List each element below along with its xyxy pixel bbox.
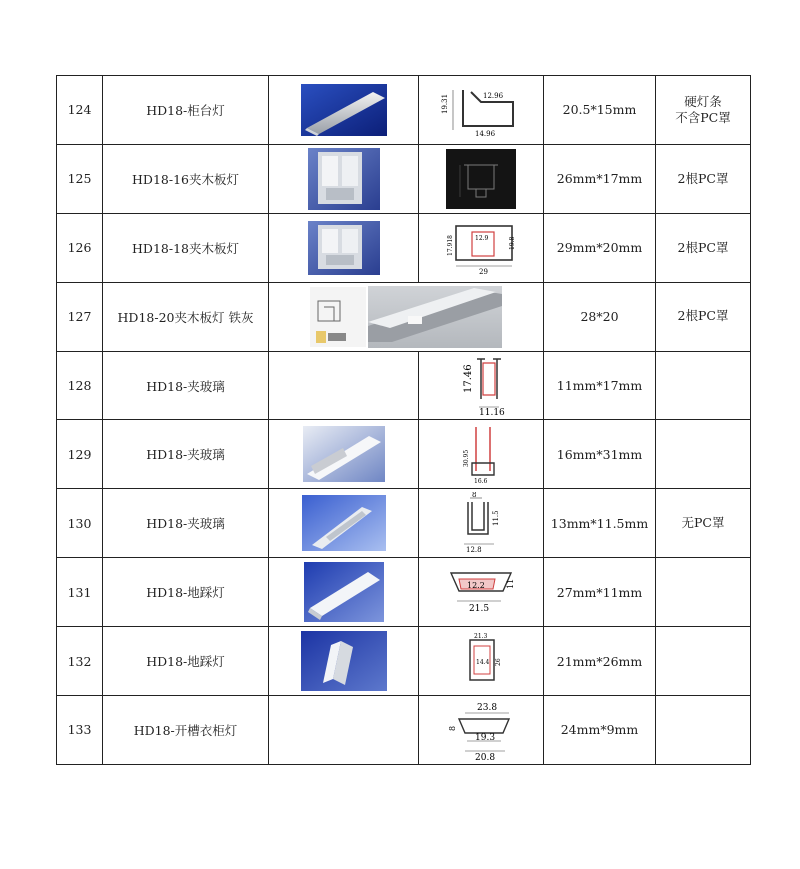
dim-label: 16.6 xyxy=(474,478,488,486)
remarks-empty xyxy=(656,420,751,489)
dim-label: 11.5 xyxy=(492,510,500,527)
dimensions: 26mm*17mm xyxy=(544,144,656,213)
profile-drawing xyxy=(419,627,544,696)
item-number: 132 xyxy=(57,627,103,696)
dim-label: 20.8 xyxy=(475,752,496,761)
remarks xyxy=(656,489,751,558)
product-photo xyxy=(269,420,419,489)
profile-drawing xyxy=(419,558,544,627)
dimensions: 21mm*26mm xyxy=(544,627,656,696)
remarks-empty xyxy=(656,351,751,420)
remark-line: 不含PC罩 xyxy=(675,109,731,125)
dim-label: 23.8 xyxy=(477,702,498,713)
item-number: 125 xyxy=(57,144,103,213)
dim-label: 17.46 xyxy=(463,363,474,393)
product-photo xyxy=(368,286,502,348)
dimensions: 29mm*20mm xyxy=(544,213,656,282)
item-number: 129 xyxy=(57,420,103,489)
dim-label: 12.8 xyxy=(466,546,482,555)
product-photo xyxy=(269,489,419,558)
item-name: HD18-夹玻璃 xyxy=(103,489,269,558)
item-name: HD18-地踩灯 xyxy=(103,627,269,696)
dim-label: 14.4 xyxy=(476,659,490,667)
product-photo xyxy=(269,558,419,627)
profile-drawing xyxy=(419,489,544,558)
item-number: 130 xyxy=(57,489,103,558)
remark-line: 2根PC罩 xyxy=(677,239,729,255)
product-photo xyxy=(269,144,419,213)
product-photo-empty xyxy=(269,696,419,765)
profile-drawing xyxy=(419,420,544,489)
table-row xyxy=(57,558,751,627)
dim-label: 8 xyxy=(472,492,477,500)
dimensions: 13mm*11.5mm xyxy=(544,489,656,558)
item-name: HD18-18夹木板灯 xyxy=(103,213,269,282)
profile-drawing xyxy=(419,696,544,765)
dimensions: 11mm*17mm xyxy=(544,351,656,420)
product-photo xyxy=(269,213,419,282)
product-catalog-table xyxy=(56,75,751,765)
item-name: HD18-柜台灯 xyxy=(103,76,269,145)
profile-drawing xyxy=(419,76,544,145)
remarks-empty xyxy=(656,627,751,696)
dim-label: 26 xyxy=(495,658,502,667)
table-row xyxy=(57,489,751,558)
item-name: HD18-地踩灯 xyxy=(103,558,269,627)
dim-label: 30.95 xyxy=(463,450,470,468)
dim-label: 12.96 xyxy=(483,91,504,100)
dim-label: 21.3 xyxy=(474,633,488,641)
profile-drawing xyxy=(419,213,544,282)
remarks-empty xyxy=(656,558,751,627)
dimensions: 27mm*11mm xyxy=(544,558,656,627)
profile-drawing xyxy=(419,144,544,213)
dim-label: 21.5 xyxy=(469,604,490,615)
dimensions: 16mm*31mm xyxy=(544,420,656,489)
product-photo xyxy=(269,76,419,145)
table-row xyxy=(57,627,751,696)
table-row xyxy=(57,76,751,145)
remark-line: 硬灯条 xyxy=(684,93,722,109)
item-name: HD18-20夹木板灯 铁灰 xyxy=(103,282,269,351)
dim-label: 19.31 xyxy=(441,93,449,114)
remarks xyxy=(656,144,751,213)
remarks xyxy=(656,282,751,351)
dim-label: 14.96 xyxy=(475,129,496,138)
dimensions: 24mm*9mm xyxy=(544,696,656,765)
table-row xyxy=(57,696,751,765)
item-number: 124 xyxy=(57,76,103,145)
remark-line: 无PC罩 xyxy=(681,515,725,531)
item-name: HD18-开槽衣柜灯 xyxy=(103,696,269,765)
item-name: HD18-夹玻璃 xyxy=(103,351,269,420)
dim-label: 19.8 xyxy=(509,236,516,250)
dimensions: 28*20 xyxy=(544,282,656,351)
dim-label: 11 xyxy=(506,578,515,590)
item-name: HD18-16夹木板灯 xyxy=(103,144,269,213)
product-photo-empty xyxy=(269,351,419,420)
table-row xyxy=(57,351,751,420)
remarks xyxy=(656,213,751,282)
item-number: 127 xyxy=(57,282,103,351)
product-photo xyxy=(269,627,419,696)
table-row xyxy=(57,213,751,282)
profile-drawing xyxy=(419,351,544,420)
remarks-empty xyxy=(656,696,751,765)
profile-drawing xyxy=(310,287,366,347)
dimensions: 20.5*15mm xyxy=(544,76,656,145)
item-number: 133 xyxy=(57,696,103,765)
dim-label: 12.2 xyxy=(467,581,485,591)
item-name: HD18-夹玻璃 xyxy=(103,420,269,489)
item-number: 131 xyxy=(57,558,103,627)
product-photo-wide xyxy=(269,282,544,351)
dim-label: 19.3 xyxy=(475,732,496,743)
dim-label: 17.918 xyxy=(447,234,454,256)
table-row xyxy=(57,420,751,489)
item-number: 128 xyxy=(57,351,103,420)
remark-line: 2根PC罩 xyxy=(677,308,729,324)
remark-line: 2根PC罩 xyxy=(677,170,729,186)
table-row xyxy=(57,282,751,351)
item-number: 126 xyxy=(57,213,103,282)
table-row xyxy=(57,144,751,213)
dim-label: 29 xyxy=(479,267,488,276)
dim-label: 12.9 xyxy=(475,234,489,242)
dim-label: 8 xyxy=(448,725,457,731)
remarks xyxy=(656,76,751,145)
dim-label: 11.16 xyxy=(479,407,505,417)
